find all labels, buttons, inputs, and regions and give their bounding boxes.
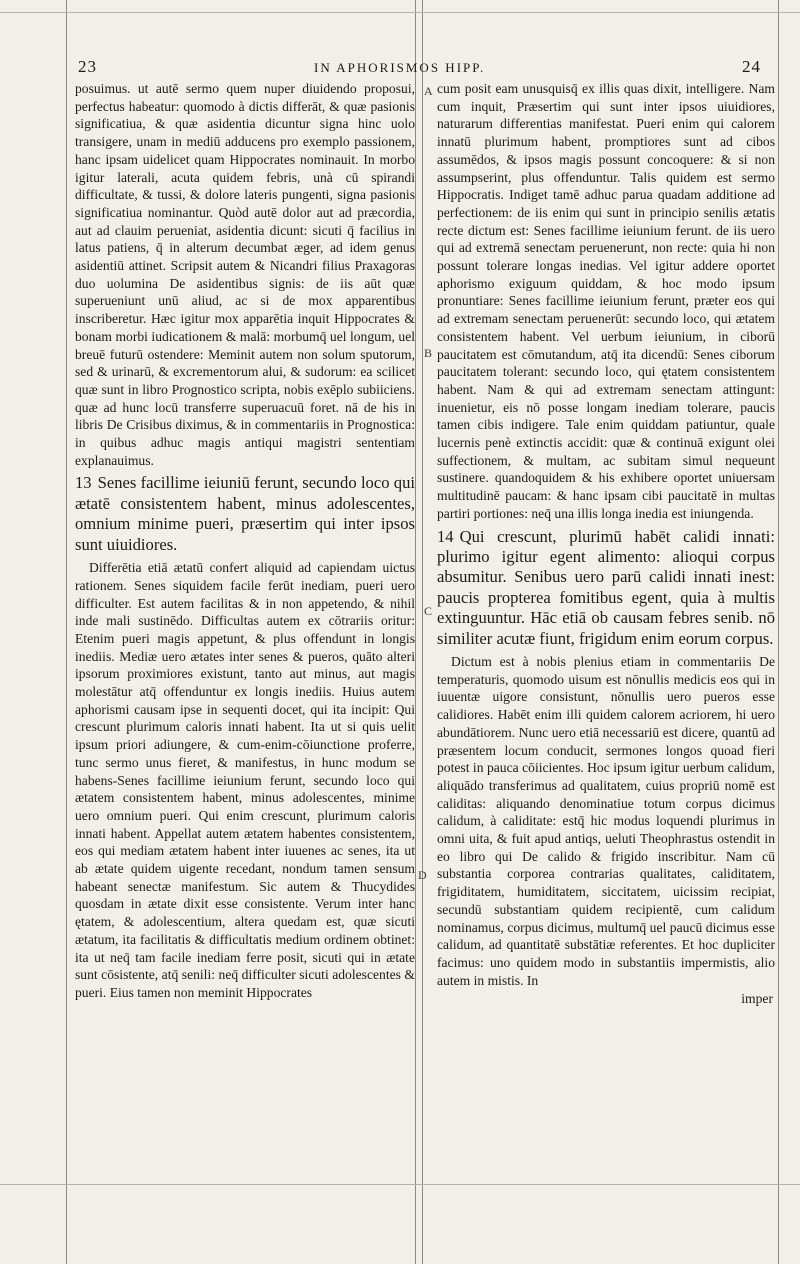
page-number-left: 23 [78, 57, 97, 76]
aphorism-13 [75, 473, 415, 555]
aphorism-number: 14 [437, 526, 454, 546]
margin-letter-b: B [424, 346, 433, 360]
page-header [0, 57, 800, 81]
frame-line-bottom [0, 1184, 800, 1185]
frame-line-center-right [422, 0, 423, 1264]
commentary-paragraph: Dictum est à nobis plenius etiam in commentariis De temperaturis, quomodo uisum est nōnullis medicis eos qui in iuuentæ uigore consistunt, nōnullis uero pueros esse calidiores. Habēt enim illi quidem calorem acriorem, hi uero abundātiorem. Nunc uero etiā necessariū est dicere, quantū ad præsentem locum conducit, sermones longos quoad fieri potest in pauca cōiicientes. Hoc ipsum igitur uerbum calidum, aliquādo transferimus ad qualitatem, cuius propriū nomē est caliditas: aliquando denominatiue totum corpus dicimus calidum, à caliditate: estq̄ hic modus loquendi plurimus in omni uita, & fuit apud antiqs, ueluti Theophrastus ostendit in eo libro qui De calido & frigido inscribitur. Nam cū substantia corporea contrarias qualitates, caliditatem, frigiditatem, humiditatem, siccitatem, uicissim recipiat, secundū substantiam quidem recipientē, cum calidum nominamus, corpus dicimus, multumq̄ uel paucū dicimus esse calidum, ad quantitatē substātiæ referentes. Et hoc dupliciter facimus: uno quidem modo in substantiis impermistis, alio autem in mistis. In [437, 654, 775, 988]
frame-line-left [66, 0, 67, 1264]
aphorism-14 [437, 527, 775, 649]
aphorism-text: Senes facillime ieiuniū ferunt, secundo loco qui ætatē consistentem habent, minus adolescentes, omnium minime pueri, præsertim qui inter ipsos sunt uiuidiores. [75, 473, 415, 554]
catchword: imper [741, 991, 773, 1007]
running-title: IN APHORISMOS HIPP. [314, 60, 486, 75]
margin-letter-d: D [418, 868, 427, 882]
frame-line-top [0, 12, 800, 13]
margin-letter-a: A [424, 84, 433, 98]
commentary-paragraph: Differētia etiā ætatū confert aliquid ad capiendam uictus rationem. Senes siquidem facile ferūt inediam, pueri uero difficulter. Est autem facilitas & in non appetendo, & nihil inde mali sustinēdo. Difficultas autem ex cōtrariis oritur: Etenim pueri magis appetunt, & plus offendunt in longis inediis. Mediæ uero ætates inter senes & pueros, quāto alteri ipsorum proximiores existunt, tanto aut minus, aut magis molestātur atq̄ offenduntur ex longis inediis. Huius autem aphorismi causam ipse in sequenti docet, qui ita incipit: Qui crescunt plurimum caloris innati habent. Ita ut si quis uelit ipsum priori adiungere, & cum-enim-cōiunctione proferre, tunc sermo unus fieret, & manifestus, in hunc modum se habens-Senes facillime ieiunium ferunt, secundo loco qui ætatem consistentem habent, minus adolescentes, minime uero omnium pueri. Qui enim crescunt, plurimum caloris innati habent. Appellat autem ætatem habentes consistentem, eos qui mediam ætatem habent inter iuuenes ac senes, ita ut ab ætate quidem uigente recedant, nondum tamen sensum habeant senectæ manifestum. Sic autem & Thucydides quosdam in ætate dixit esse consistente. Verum inter hanc ętatem, & adolescentium, altera quedam est, quæ sicuti ætatum, ita facilitatis & difficultatis medium ordinem obtinet: ita ut neq̄ tam facile inediam ferre posit, sicuti qui in ætate sunt cōsistente, atq̄ senili: neq̄ difficulter sicuti adolescentes & pueri. Eius tamen non meminit Hippocrates [75, 560, 415, 1000]
right-column [437, 80, 775, 1007]
commentary-paragraph: posuimus. ut autē sermo quem nuper diuidendo proposui, perfectus habeatur: quomodo à dictis differāt, & quæ pasionis significatiua, & quæ asidentia dicuntur signa hinc uolo transigere, unam in mediū adducens pro exemplo passionem, hanc ipsam uidelicet quam Hippocrates nominauit. In morbo igitur laterali, acuta quidem febris, unà cū spirandi difficultate, & tussi, & dolore lateris pungenti, signa pasionis significatiua nominantur. Quòd autē dolor aut ad præcordia, aut ad clauim perueniat, asidentia dicunt: sicuti q̄ facilius in latus patiens, q̄ in alterum decumbat æger, ad idem genus asidentiū attinet. Scripsit autem & Nicandri filius Praxagoras duo uolumina De asidentibus signis: de iis aūt quæ superueniunt unū aliud, ac si de mox apparentibus inscriberetur. Hæc igitur mox apparētia inquit Hippocrates & bonam morbi iudicationem & malā: morbumq̄ uel longum, uel breuē futurū ostendere: Meminit autem non solum sputorum, sed & urinarū, & excrementorum alui, & sudorum: ea scilicet quæ sunt in libro Prognostico scripta, nobis exēplo subiiciens. quæ ad hunc locū transferre superuacuū foret. nā de his in libris De Crisibus diximus, & in commentariis in Prognostica: in quibus adhuc magis antiqui magistri sententiam explanauimus. [75, 81, 415, 468]
left-column [75, 80, 415, 1002]
page-number-right: 24 [742, 57, 761, 76]
aphorism-number: 13 [75, 473, 92, 493]
commentary-paragraph: cum posit eam unusquisq̄ ex illis quas dixit, intelligere. Nam cum inquit, Præsertim qui sunt inter ipsos uiuidiores, naturarum differentias manifestat. Pueri enim qui calorem innatū plurimum habent, promptiores sunt ad cibos assumēdos, & ipsos magis possunt concoquere: & si non assumpserint, plus offenduntur. Talis quidem est sermo Hippocratis. Indiget tamē adhuc parua quadam additione ad perfectionem: de iis enim qui sunt in principio senilis ætatis recte dictum est: Senes facillime ieiunium ferunt. de iis uero qui ad extremā senectam peruenerunt, non recte: quia hi non possunt tolerare longas inedias. Vel igitur addere oportet aphorismo exiguum quiddam, & hoc modo ipsum pronuntiare: Senes facillime ieiunium ferunt, præter eos qui ad extremam senectam peruenerūt: secundo loco, qui ætatem consistentem habent. Vel uerbum ieiunium, in ciborū paucitatem est cōmutandum, atq̄ ita dicendū: Senes ciborum paucitatem tolerant: secundo loco, qui ętatem consistentem habent. Nam & qui ad extremam senectam attingunt: inuenietur, eis nō posse longam inediam tolerare, paucis tamen cibis indigere. Tale enim quiddam patiuntur, quale lucernis penè extinctis accidit: quæ & continuā exigunt olei suffectionem, & multam, ac subitam simul nequeunt sustinere. quandoquidem & his exhibere oportet uniuersam multitudinē paucam: & hanc ipsam cibi paucitatē in multas partiri portiones: neq̄ una illis longa inedia est iniungenda. [437, 81, 775, 521]
aphorism-text: Qui crescunt, plurimū habēt calidi innati: plurimo igitur egent alimento: alioqui corpus absumitur. Senibus uero parū calidi innati inest: paucis propterea fomitibus egent, quia à multis extinguuntur. Hāc etiā ob causam febres senib. nō similiter acutæ fiunt, frigidum enim eorum corpus. [437, 526, 775, 648]
margin-letter-c: C [424, 604, 433, 618]
frame-line-center-left [415, 0, 416, 1264]
frame-line-right [778, 0, 779, 1264]
